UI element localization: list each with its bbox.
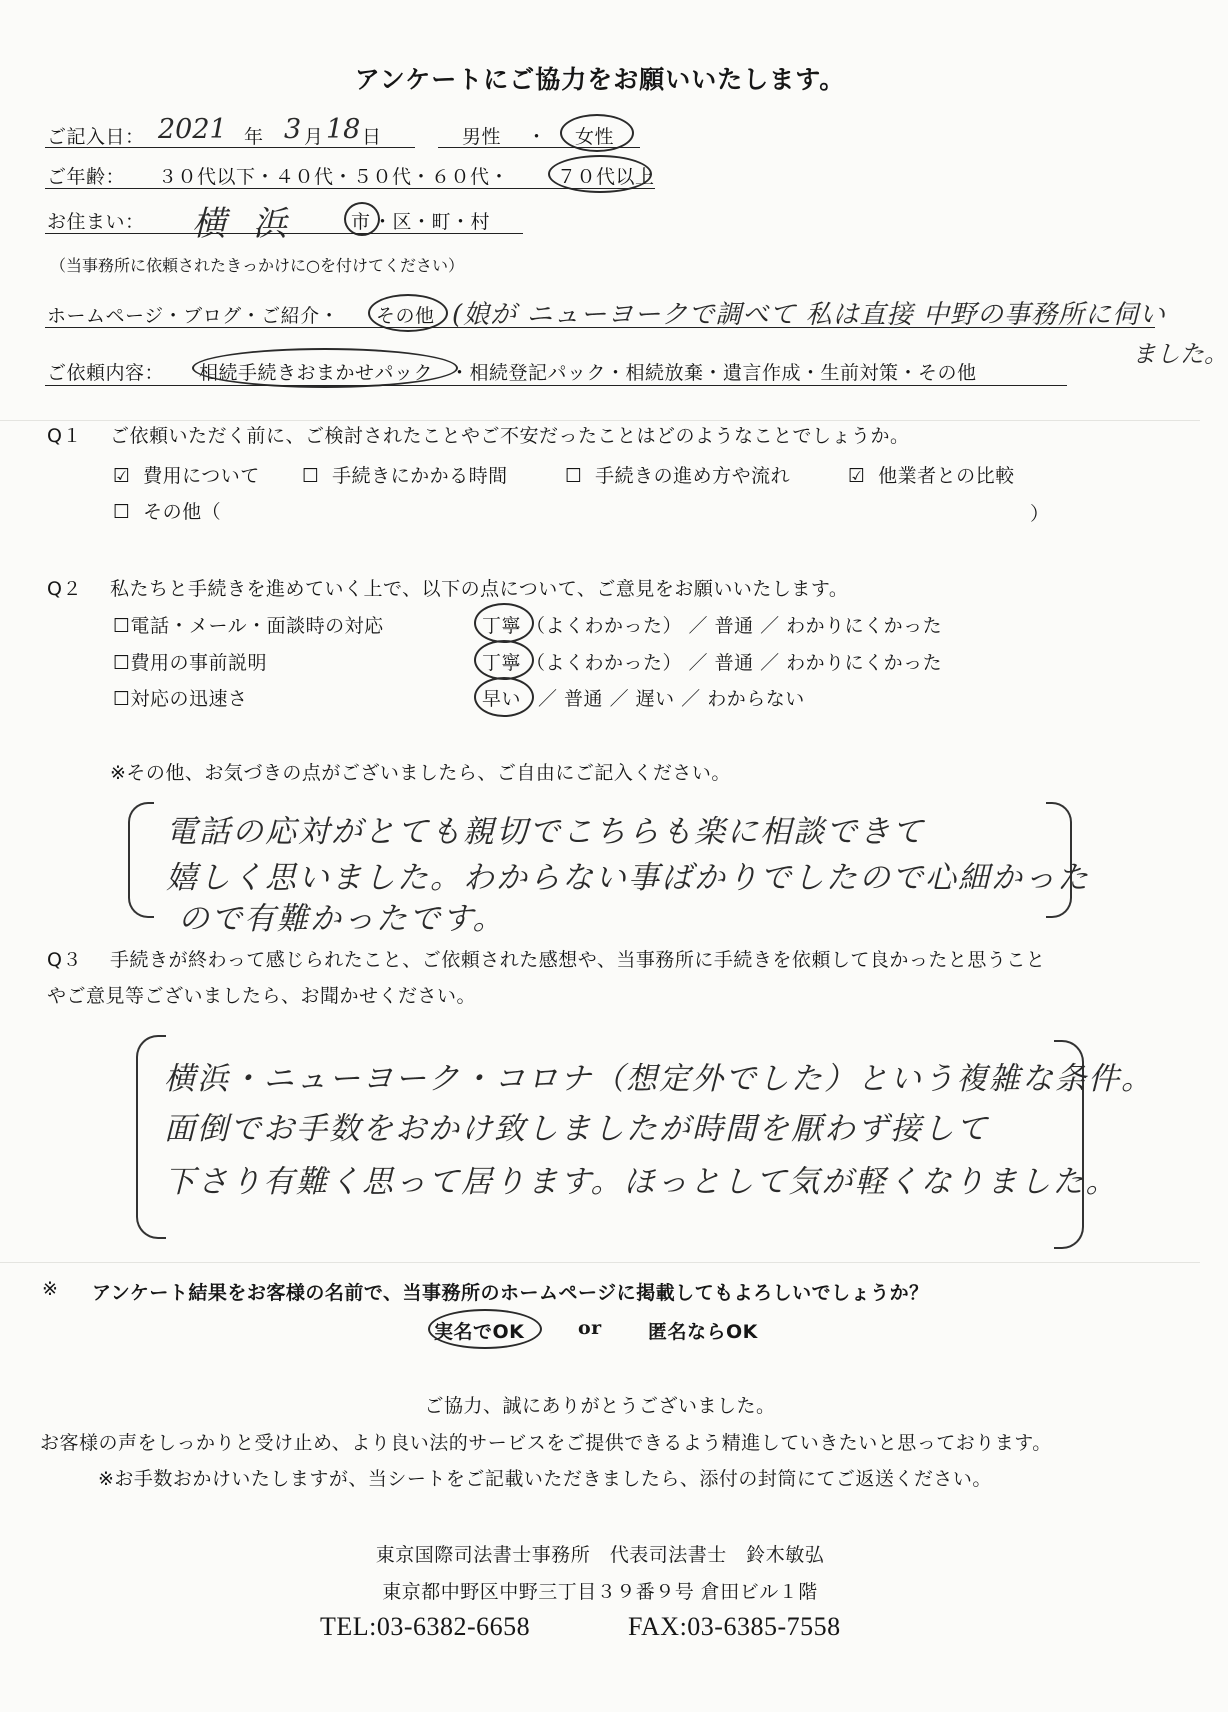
q1-option-cost <box>113 461 260 488</box>
request-selected: 相続手続きおまかせパック <box>199 362 434 384</box>
q3-answer-line3: 下さり有難く思って居ります。ほっとして気が軽くなりました。 <box>164 1164 1119 1200</box>
publish-or: or <box>578 1317 602 1339</box>
office-name: 東京国際司法書士事務所 代表司法書士 鈴木敏弘 <box>375 1544 825 1566</box>
q2-row1-polite: 丁寧 <box>482 615 522 637</box>
request-underline <box>45 385 1067 386</box>
checkbox-checked-icon: ☑ <box>113 465 131 487</box>
q3-question-line2: やご意見等ございましたら、お聞かせください。 <box>47 985 477 1007</box>
referral-selected: その他 <box>376 305 435 327</box>
q2-row2-circle <box>474 640 534 680</box>
address-label: お住まい： <box>47 211 145 233</box>
q1-number: Q１ <box>47 425 82 447</box>
publish-anonymous-ok: 匿名ならOK <box>648 1321 758 1343</box>
address-underline <box>45 233 523 234</box>
q2-row1-circle <box>474 603 534 643</box>
q2-question: 私たちと手続きを進めていく上で、以下の点について、ご意見をお願いいたします。 <box>110 578 849 600</box>
gender-underline <box>438 147 640 148</box>
q1-option-process-label: 手続きの進め方や流れ <box>595 465 791 487</box>
age-selected: ７０代以上 <box>557 166 655 188</box>
q2-row2-polite: 丁寧 <box>482 652 522 674</box>
date-day: 18 <box>326 114 361 145</box>
date-month: 3 <box>284 114 302 145</box>
date-year: 2021 <box>158 114 227 145</box>
gender-male: 男性 <box>462 126 502 148</box>
address-city: 市 <box>351 211 371 233</box>
q2-row2-rest: （よくわかった） ／ 普通 ／ わかりにくかった <box>526 652 943 674</box>
q2-number: Q２ <box>47 578 82 600</box>
q2-row3-label: ☐対応の迅速さ <box>113 688 248 710</box>
publish-real-name-ok: 実名でOK <box>434 1321 525 1343</box>
referral-handwritten-line2: ました。 <box>1132 340 1228 368</box>
office-tel: TEL:03-6382-6658 <box>320 1612 531 1641</box>
age-options: ３０代以下・４０代・５０代・６０代・ <box>158 166 510 188</box>
age-label: ご年齢： <box>47 166 126 188</box>
checkbox-empty-icon: ☐ <box>113 501 131 523</box>
checkbox-empty-icon: ☐ <box>565 465 583 487</box>
date-underline <box>45 147 415 148</box>
q3-answer-line1: 横浜・ニューヨーク・コロナ（想定外でした）という複雑な条件。 <box>164 1061 1154 1097</box>
request-selected-circle <box>192 348 458 388</box>
referral-handwritten-line1: (娘が ニューヨークで調べて 私は直接 中野の事務所に伺い <box>452 300 1166 330</box>
closing-line2: お客様の声をしっかりと受け止め、より良い法的サービスをご提供できるよう精進していきたいと思っております。 <box>40 1432 1052 1454</box>
q2-row1-rest: （よくわかった） ／ 普通 ／ わかりにくかった <box>526 615 943 637</box>
q1-option-other <box>113 497 221 524</box>
paper-fold-line <box>0 1262 1200 1263</box>
q1-option-time <box>302 461 508 488</box>
checkbox-checked-icon: ☑ <box>848 465 866 487</box>
closing-line3: ※お手数おかけいたしますが、当シートをご記載いただきましたら、添付の封筒にてご返送ください。 <box>98 1468 992 1490</box>
date-label: ご記入日： <box>47 126 145 148</box>
q2-answer-line3: ので有難かったです。 <box>178 901 506 937</box>
office-fax: FAX:03-6385-7558 <box>628 1612 841 1641</box>
publish-real-name-circle <box>428 1309 542 1349</box>
publish-mark: ※ <box>42 1278 59 1300</box>
q2-row1-label: ☐電話・メール・面談時の対応 <box>113 615 384 637</box>
q1-option-compare-label: 他業者との比較 <box>878 465 1015 487</box>
q3-number: Q３ <box>47 949 82 971</box>
q1-option-compare <box>848 461 1015 488</box>
q1-other-close: ） <box>1030 503 1050 525</box>
age-underline <box>45 188 655 189</box>
q2-row3-fast: 早い <box>482 688 522 710</box>
q2-row3-rest: ／ 普通 ／ 遅い ／ わからない <box>538 688 805 710</box>
referral-underline <box>45 327 1155 328</box>
checkbox-empty-icon: ☐ <box>302 465 320 487</box>
q3-answer-line2: 面倒でお手数をおかけ致しましたが時間を厭わず接して <box>164 1111 989 1147</box>
q2-answer-line1: 電話の応対がとても親切でこちらも楽に相談できて <box>166 814 925 850</box>
q2-row3-circle <box>474 677 534 717</box>
q1-option-process <box>565 461 790 488</box>
gender-separator: ・ <box>527 126 547 148</box>
q3-question-line1: 手続きが終わって感じられたこと、ご依頼された感想や、当事務所に手続きを依頼して良かったと思うこと <box>110 949 1046 971</box>
publish-question: アンケート結果をお客様の名前で、当事務所のホームページに掲載してもよろしいでしょうか？ <box>92 1282 929 1304</box>
address-handwritten: 横 浜 <box>192 204 295 244</box>
day-char: 日 <box>362 126 382 148</box>
closing-thanks: ご協力、誠にありがとうございました。 <box>424 1395 776 1417</box>
q1-question: ご依頼いただく前に、ご検討されたことやご不安だったことはどのようなことでしょうか。 <box>110 425 910 447</box>
q2-answer-bracket-left <box>128 802 154 918</box>
request-others: ・相続登記パック・相続放棄・遺言作成・生前対策・その他 <box>450 362 977 384</box>
q1-option-cost-label: 費用について <box>143 465 260 487</box>
q3-answer-bracket-left <box>136 1035 166 1239</box>
q1-option-other-label: その他（ <box>143 501 222 523</box>
request-label: ご依頼内容： <box>47 362 165 384</box>
referral-note: （当事務所に依頼されたきっかけに○を付けてください） <box>50 256 464 275</box>
page-title: アンケートにご協力をお願いいたします。 <box>354 65 846 94</box>
gender-female: 女性 <box>575 126 615 148</box>
office-address: 東京都中野区中野三丁目３９番９号 倉田ビル１階 <box>382 1581 818 1603</box>
year-char: 年 <box>244 126 264 148</box>
q2-row2-label: ☐費用の事前説明 <box>113 652 268 674</box>
q1-option-time-label: 手続きにかかる時間 <box>332 465 508 487</box>
q2-note: ※その他、お気づきの点がございましたら、ご自由にご記入ください。 <box>110 762 731 784</box>
q2-answer-line2: 嬉しく思いました。わからない事ばかりでしたので心細かった <box>166 860 1090 896</box>
address-rest: ・区・町・村 <box>373 211 491 233</box>
referral-options: ホームページ・ブログ・ご紹介・ <box>47 305 340 327</box>
month-char: 月 <box>304 126 324 148</box>
